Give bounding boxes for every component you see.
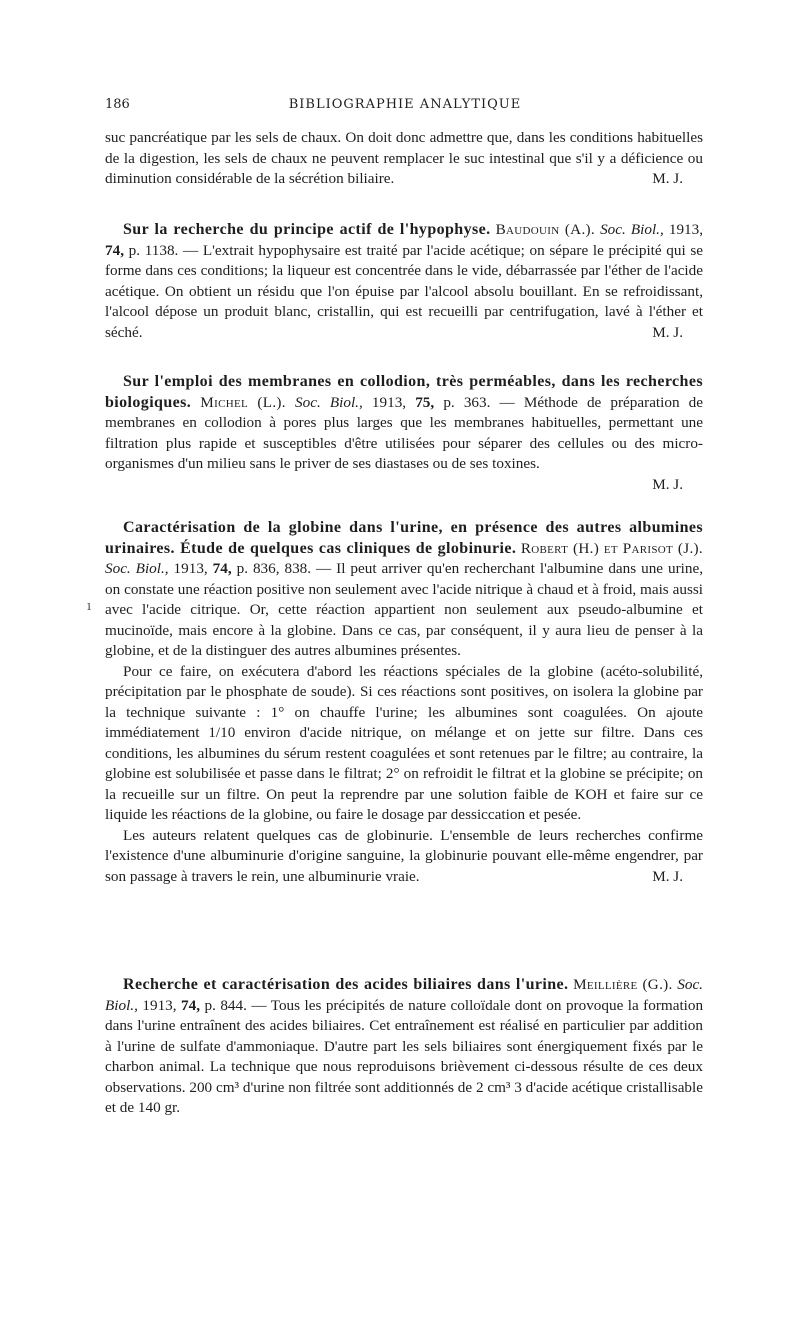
entry-volume: 75, xyxy=(415,393,435,411)
entry-pages: p. 363. xyxy=(443,393,491,411)
entry-title: Recherche et caractérisation des acides biliaires dans l'urine. xyxy=(123,976,569,993)
entry-body: — L'extrait hypophysaire est traité par l'acide acétique; on sépare le précipité qui se forme dans ces conditions; la liqueur est concentrée dans le vide, débarrassée par l'éther de l'acide acétique. On obtient un résidu que l'on épuise par l'alcool absolu bouillant. En se refroidissant, l'alcool dépose un produit blanc, cristallin, qui est recueilli par centrifugation, lavé à l'éther et séché. xyxy=(105,241,704,341)
entry-paragraph: Les auteurs relatent quelques cas de globinurie. L'ensemble de leurs recherches confirme l'existence d'une albuminurie d'origine sanguine, la globinurie pouvant elle-même engendrer, par son passage à travers le rein, une albuminurie vraie. xyxy=(105,826,703,885)
entry-year: 1913, xyxy=(173,560,208,577)
entry-body: — Il peut arriver qu'en recherchant l'albumine dans une urine, on constate une réaction positive non seulement avec l'acide nitrique à chaud et à froid, mais aussi avec l'acide citrique. Or, cette réaction appartient non seulement aux pseudo-albumine et mucinoïde, mais encore à la globine. Dans ce cas, par conséquent, il y aura lieu de penser à la globine, et de la distinguer des autres albumines présentes. xyxy=(105,560,703,659)
entry-signature: M. J. xyxy=(652,475,683,493)
entry-pages: p. 1138. xyxy=(128,241,179,259)
entry-signature: M. J. xyxy=(652,867,683,885)
entry-volume: 74, xyxy=(105,241,124,259)
entry-author: Robert (H.) et Parisot (J.). xyxy=(520,539,703,557)
entry-body: suc pancréatique par les sels de chaux. On doit donc admettre que, dans les conditions habituelles de la digestion, les sels de chaux ne peuvent remplacer le suc intestinal que s'il y a déficience ou diminution considérable de la sécrétion biliaire. xyxy=(105,129,703,187)
entry-title: Sur la recherche du principe actif de l'hypophyse. xyxy=(123,221,491,238)
page-header xyxy=(105,97,705,115)
entry-pages: p. 844. xyxy=(204,996,247,1014)
entry-title: Caractérisation de la globine dans l'urine, en présence des autres albumines urinaires. Étude de quelques cas cliniques de globinurie. xyxy=(105,519,703,557)
entry-body: — Tous les précipités de nature colloïdale dont on provoque la formation dans l'urine entraînent des acides biliaires. Cet entraînement est réalisé en particulier par addition à l'urine de sulfate d'ammoniaque. D'autre part les sels biliaires sont énergiquement fixés par le charbon animal. La technique que nous reproduisons brièvement ci-dessous résulte de ces deux observations. 200 cm³ d'urine non filtrée sont additionnés de 2 cm³ 3 d'acide acétique cristallisable et de 140 gr. xyxy=(105,996,704,1116)
entry-volume: 74, xyxy=(181,996,200,1014)
entry-author: Meillière (G.). xyxy=(573,976,673,993)
entry-collodion xyxy=(105,372,703,495)
entry-globine xyxy=(105,518,703,887)
entry-year: 1913, xyxy=(371,393,407,411)
entry-journal: Soc. Biol., xyxy=(295,393,363,411)
entry-signature: M. J. xyxy=(652,323,683,341)
entry-hypophyse xyxy=(105,220,703,343)
entry-year: 1913, xyxy=(668,221,704,238)
entry-continuation xyxy=(105,128,703,190)
entry-body: — Méthode de préparation de membranes en collodion à pores plus larges que les membranes habituelles, permettant une filtration plus rapide et susceptibles d'être utilisées pour séparer des cellules ou des micro-organismes d'un milieu sans le priver de ses diastases ou de ses toxines. xyxy=(105,393,704,472)
entry-journal: Soc. Biol., xyxy=(600,221,664,238)
entry-author: Michel (L.). xyxy=(200,393,286,411)
entry-signature: M. J. xyxy=(652,170,683,187)
entry-author: Baudouin (A.). xyxy=(495,221,596,238)
running-head: BIBLIOGRAPHIE ANALYTIQUE xyxy=(288,97,522,112)
entry-pages: p. 836, 838. xyxy=(236,560,312,577)
entry-volume: 74, xyxy=(212,560,232,577)
entry-journal: Soc. Biol., xyxy=(105,560,169,577)
page-number: 186 xyxy=(105,97,130,112)
entry-acides-biliaires xyxy=(105,975,703,1119)
entry-paragraph: Pour ce faire, on exécutera d'abord les réactions spéciales de la globine (acéto-solubilité, précipitation par le phosphate de soude). Si ces réactions sont positives, on isolera la globine par la technique suivante : 1° on chauffe l'urine; les albumines sont coagulées. On ajoute immédiatement 1/10 environ d'acide nitrique, on mélange et on jette sur filtre. Dans ces conditions, les albumines du sérum restent coagulées et sont retenues par le filtre; au contraire, la globine est solubilisée et passe dans le filtrat; 2° on refroidit le filtrat et la globine se précipite; on la recueille sur un filtre. On peut la reprendre par une solution faible de KOH et faire sur ce liquide les réactions de la globine, ou faire le dosage par dessiccation et pesée. xyxy=(105,662,703,823)
entry-title: Sur l'emploi des membranes en collodion, très perméables, dans les recherches biologiques. xyxy=(105,373,703,411)
margin-mark: ı xyxy=(87,599,92,614)
entry-year: 1913, xyxy=(142,996,177,1014)
entry-journal: Soc. Biol., xyxy=(105,976,703,1014)
